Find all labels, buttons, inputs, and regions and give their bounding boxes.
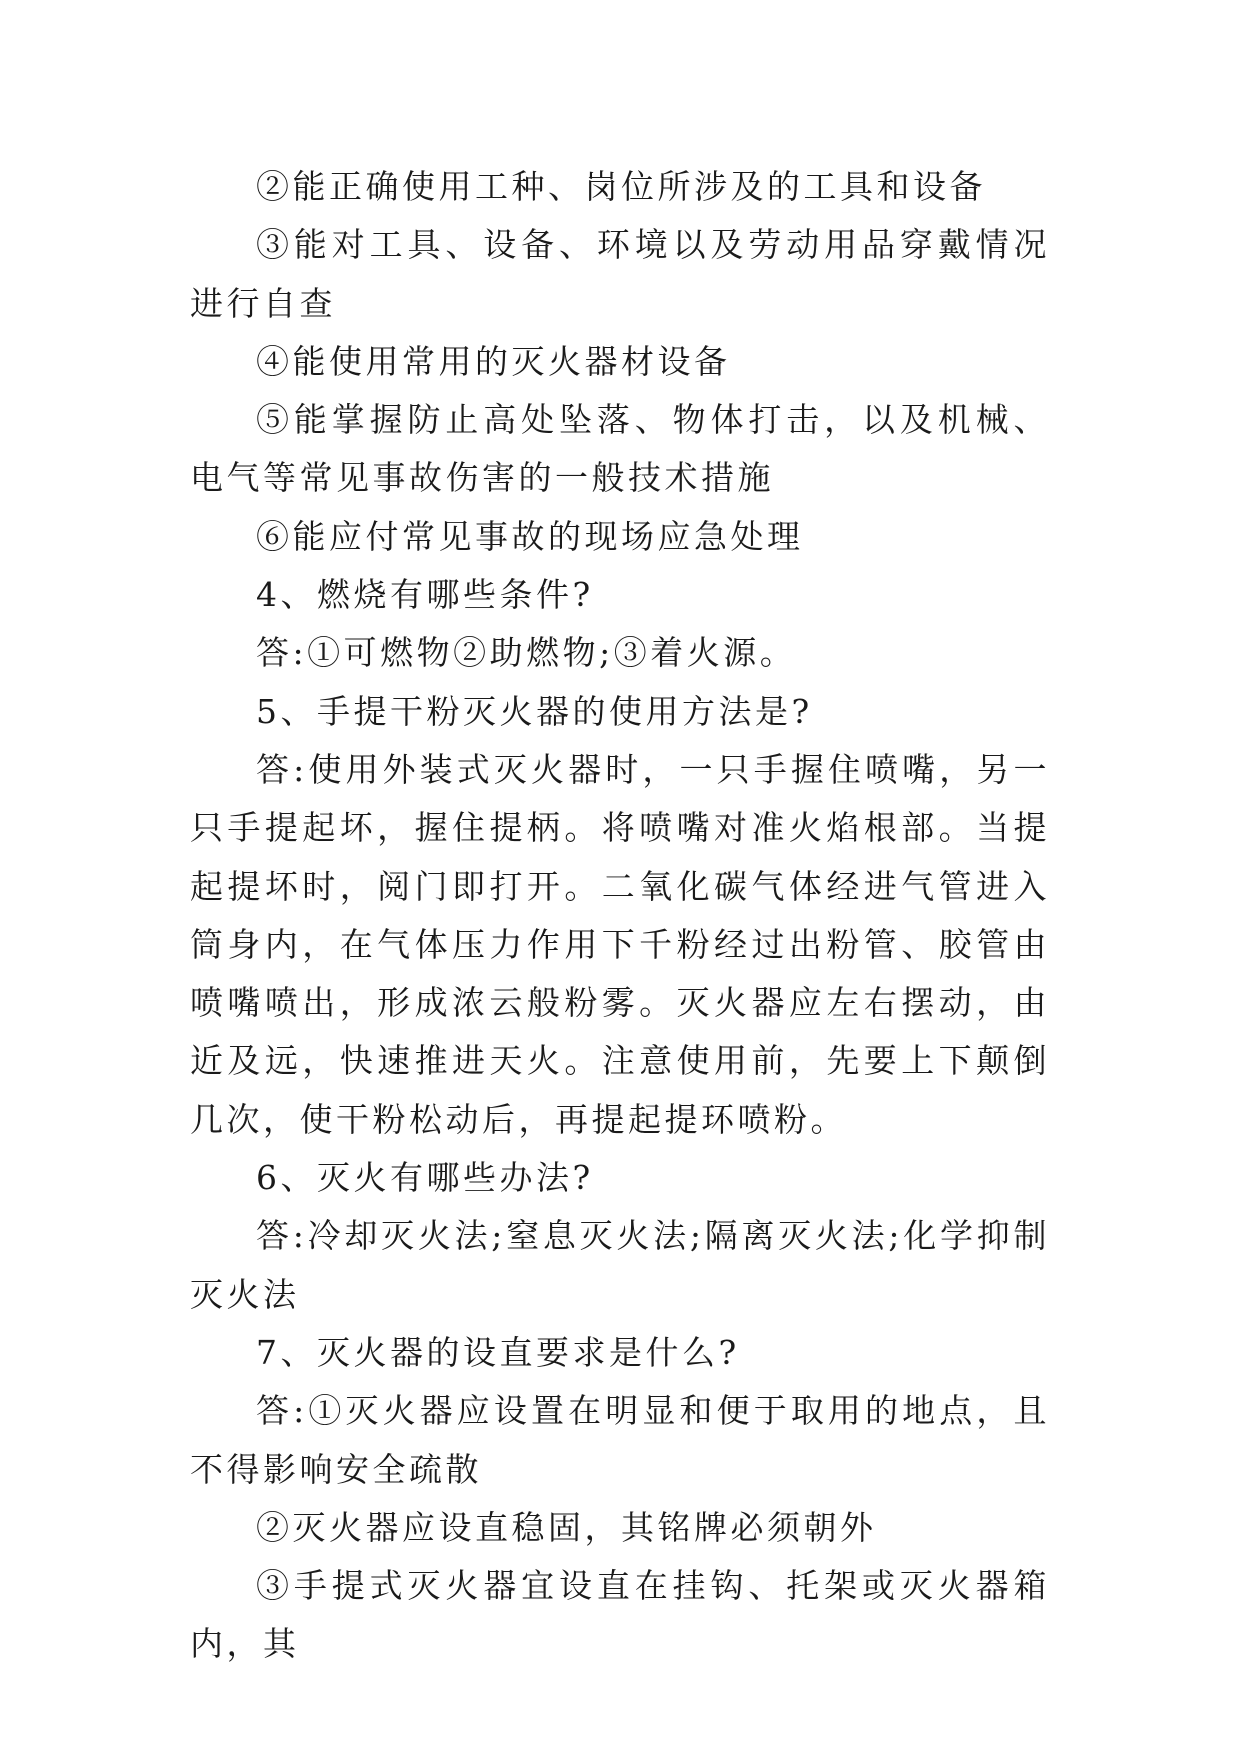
answer-4: 答:①可燃物②助燃物;③着火源。	[256, 633, 797, 673]
paragraph-skill-2: ②能正确使用工种、岗位所涉及的工具和设备	[256, 167, 986, 206]
answer-7-item-1: 答:①灭火器应设置在明显和便于取用的地点，且不得影响安全疏散	[190, 1391, 1050, 1489]
answer-7-item-3: ③手提式灭火器宜设直在挂钩、托架或灭火器箱内，其	[190, 1566, 1050, 1664]
paragraph-skill-4: ④能使用常用的灭火器材设备	[256, 341, 731, 381]
question-5: 5、手提干粉灭火器的使用方法是?	[256, 691, 813, 731]
question-4: 4、燃烧有哪些条件?	[256, 575, 594, 615]
document-body	[190, 158, 1050, 1674]
answer-6: 答:冷却灭火法;窒息灭火法;隔离灭火法;化学抑制灭火法	[190, 1216, 1050, 1314]
question-6: 6、灭火有哪些办法?	[256, 1158, 594, 1198]
question-7: 7、灭火器的设直要求是什么?	[256, 1332, 740, 1372]
answer-5: 答:使用外装式灭火器时，一只手握住喷嘴，另一只手提起坏，握住提柄。将喷嘴对准火焰根部。当提起提坏时，阅门即打开。二氧化碳气体经进气管进入筒身内，在气体压力作用下千粉经过出粉管、胶管由喷嘴喷出，形成浓云般粉雾。灭火器应左右摆动，由近及远，快速推进天火。注意使用前，先要上下颠倒几次，使干粉松动后，再提起提环喷粉。	[190, 749, 1050, 1139]
paragraph-skill-5: ⑤能掌握防止高处坠落、物体打击，以及机械、电气等常见事故伤害的一般技术措施	[190, 400, 1050, 498]
paragraph-skill-6: ⑥能应付常见事故的现场应急处理	[256, 516, 804, 556]
answer-7-item-2: ②灭火器应设直稳固，其铭牌必须朝外	[256, 1507, 877, 1547]
paragraph-skill-3: ③能对工具、设备、环境以及劳动用品穿戴情况进行自查	[190, 225, 1050, 323]
